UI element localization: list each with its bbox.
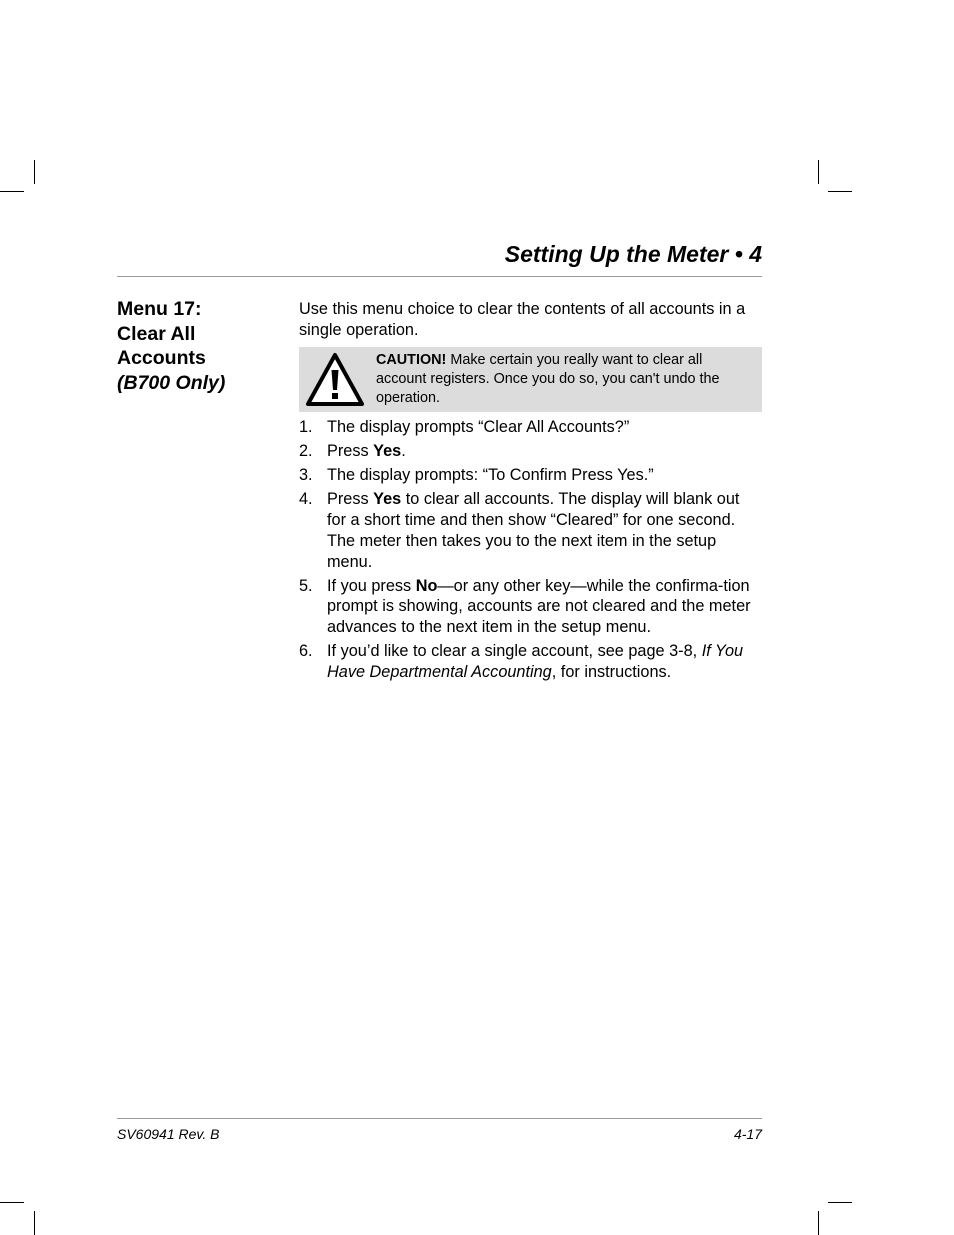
- step-text: Press: [327, 490, 374, 509]
- key-name: Yes: [373, 490, 402, 509]
- footer-rule: [117, 1118, 762, 1119]
- step-text: The display prompts: “To Confirm Press Yes.”: [327, 466, 654, 485]
- step-text: If you’d like to clear a single account, see page 3-8,: [327, 641, 702, 660]
- section-heading: [117, 297, 287, 395]
- step-text: The display prompts “Clear All Accounts?”: [327, 418, 630, 437]
- document-id: SV60941 Rev. B: [117, 1126, 220, 1142]
- list-item: [299, 465, 762, 486]
- warning-exclamation-icon: [305, 352, 365, 407]
- key-name: Yes: [373, 442, 402, 461]
- crop-mark: [828, 1202, 852, 1203]
- caution-message: Make certain you really want to clear all account registers. Once you do so, you can't undo the operation.: [376, 352, 720, 406]
- crop-mark: [0, 1202, 24, 1203]
- crop-mark: [818, 160, 819, 184]
- step-text: , for instructions.: [551, 662, 672, 681]
- chapter-title: Setting Up the Meter • 4: [504, 241, 762, 267]
- section-heading-line: Menu 17:: [117, 298, 202, 320]
- list-item: [299, 417, 762, 438]
- steps-list: [299, 417, 762, 682]
- section-heading-model-note: (B700 Only): [117, 371, 226, 394]
- cross-reference: If You Have Departmental Accounting: [327, 641, 744, 681]
- list-item: [299, 576, 762, 638]
- list-item: [299, 489, 762, 572]
- step-number: 3.: [299, 466, 313, 485]
- caution-label: CAUTION!: [376, 352, 447, 369]
- crop-mark: [34, 160, 35, 184]
- key-name: No: [415, 576, 438, 595]
- crop-mark: [818, 1211, 819, 1235]
- caution-box: [299, 347, 762, 412]
- step-number: 2.: [299, 442, 313, 461]
- list-item: [299, 641, 762, 682]
- crop-mark: [34, 1211, 35, 1235]
- crop-mark: [828, 191, 852, 192]
- section-heading-line: Accounts: [117, 347, 206, 369]
- step-text: —or any other key—while the confirma-tion prompt is showing, accounts are not cleared and the meter advances to the next item in the setup menu.: [327, 576, 751, 636]
- step-number: 6.: [299, 641, 313, 660]
- body-column: [299, 299, 762, 686]
- step-text: If you press: [327, 576, 416, 595]
- header-rule: [117, 276, 762, 277]
- step-text: .: [401, 442, 406, 461]
- page-number: 4-17: [733, 1126, 762, 1142]
- step-number: 4.: [299, 490, 313, 509]
- step-number: 5.: [299, 576, 313, 595]
- step-text: to clear all accounts. The display will blank out for a short time and then show “Cleared” for one second. The meter then takes you to the next item in the setup menu.: [327, 490, 740, 571]
- section-heading-line: Clear All: [117, 322, 196, 345]
- step-text: Press: [327, 442, 374, 461]
- step-number: 1.: [299, 418, 313, 437]
- intro-paragraph: Use this menu choice to clear the contents of all accounts in a single operation.: [299, 300, 746, 339]
- caution-text: [376, 351, 754, 407]
- list-item: [299, 441, 762, 462]
- crop-mark: [0, 191, 24, 192]
